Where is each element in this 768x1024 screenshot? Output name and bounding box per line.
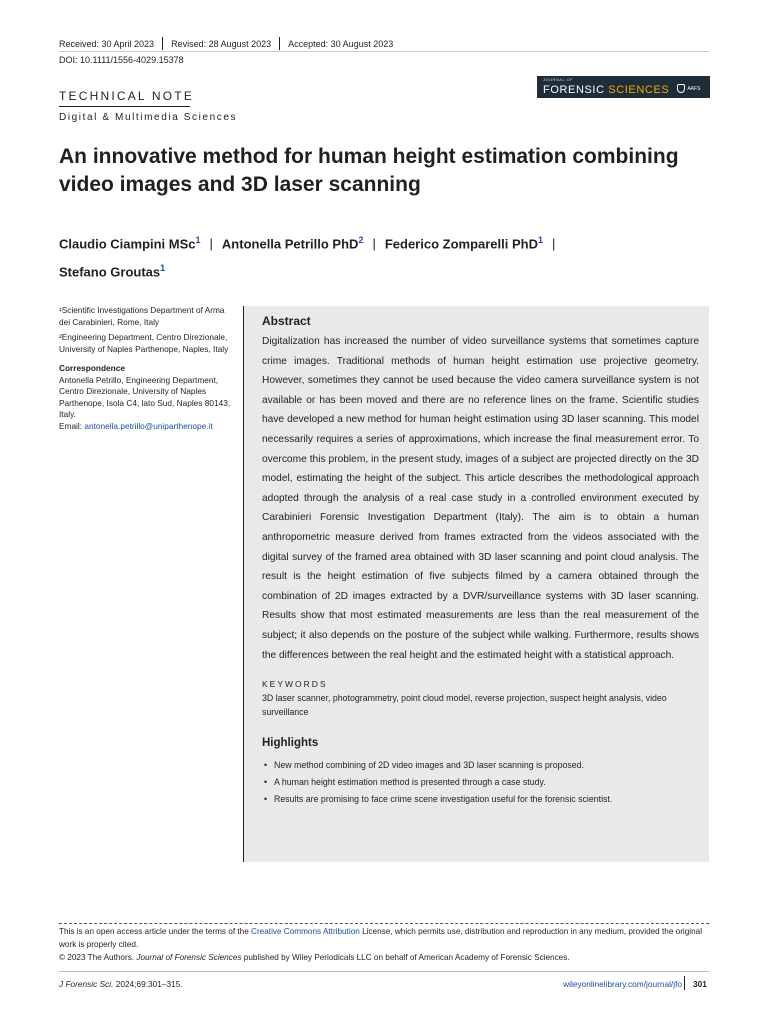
author-name[interactable]: Federico Zomparelli PhD [384,236,538,252]
citation [59,979,183,989]
citation-volume: 2024;69:301–315. [113,979,183,989]
highlight-item: • A human height estimation method is presented through a case study. [262,774,699,791]
author-affiliation-mark[interactable]: 1 [195,235,201,245]
highlight-item: • New method combining of 2D video images and 3D laser scanning is proposed. [262,757,699,774]
article-type-rule [59,106,190,107]
article-title: An innovative method for human height estimation combining video images and 3D laser scanning [59,145,679,196]
abstract-box [243,306,709,862]
affiliations [59,305,234,436]
email-label: Email: [59,420,85,431]
doi[interactable]: DOI: 10.1111/1556-4029.15378 [59,55,184,65]
email-link[interactable]: antonella.petrillo@uniparthenope.it [84,420,213,431]
abstract-text: Digitalization has increased the number of video surveillance systems that sometimes capture crime images. Traditional methods of human height estimation use projective geometry. However, sometimes they cannot be used because the video camera surveillance system is not available or has been moved and there are no reference lines on the frame. Scientific studies have developed a new method for human height estimation using 3D laser scanning. This model necessarily requires a series of approximations, which increase the final measurement error. To overcome this problem, in the present study, images of a subject are projected directly on the 3D model, estimating the height of the subject. This article describes the methodological approach adopted through the analysis of a real case study in a controlled environment executed by Carabinieri Forensic Investigation Department (Italy). The aim is to obtain a human anthropometric measure derived from frames extracted from the videos associated with the digital survey of the framed area obtained with 3D laser scanning and point cloud analysis. The result is the height estimation of five subjects filmed by a camera obtained through the combination of 2D images extracted by a DVR/surveillance systems with 3D laser scanning. Results show that most estimated measurements are less than the real measurement of the subject; it also depends on the posture of the subject while walking. Furthermore, results shows the differences between the real height and the estimated height with a statistical approach. [262,336,699,661]
journal-website-link[interactable]: wileyonlinelibrary.com/journal/jfo [563,979,682,989]
keywords-heading: KEYWORDS [262,679,328,690]
date-separator [279,37,280,50]
keywords-text: 3D laser scanner, photogrammetry, point cloud model, reverse projection, suspect height analysis, video surveillance [262,693,667,718]
journal-of-label: JOURNAL OF [543,77,574,82]
highlights-heading: Highlights [262,737,319,750]
author-affiliation-mark[interactable]: 2 [358,235,364,245]
author-separator: | [552,236,556,252]
author-list [59,228,699,285]
received-date: Received: 30 April 2023 [59,38,155,49]
highlight-item: • Results are promising to face crime scene investigation useful for the forensic scientist. [262,791,699,808]
license-pre: This is an open access article under the terms of the [59,927,252,936]
page-number: 301 [693,979,707,989]
shield-icon [677,84,685,93]
publication-dates [59,37,393,50]
author-separator: | [372,236,376,252]
journal-logo [537,76,710,98]
journal-name-b: SCIENCES [608,83,670,96]
date-separator [162,37,163,50]
creative-commons-link[interactable]: Creative Commons Attribution [251,927,360,936]
page-number-separator [684,976,685,990]
license-post: License, which permits use, distribution and reproduction in any medium, provided the original work is properly cited. [59,927,703,949]
citation-journal: J Forensic Sci. [59,979,114,989]
journal-name [543,84,669,96]
highlights-list [262,757,699,808]
aafs-logo [677,84,700,93]
author-name[interactable]: Stefano Groutas [59,264,161,280]
copyright-pre: © 2023 The Authors. [59,953,137,962]
journal-section: Digital & Multimedia Sciences [59,112,238,123]
copyright-note [59,952,711,964]
bottom-rule [59,971,709,972]
footer-separator [59,923,709,924]
article-type: TECHNICAL NOTE [59,89,195,103]
correspondence-address: Antonella Petrillo, Engineering Department, Centro Direzionale, University of Naples Parthenope, Isola C4, lato Sud, Naples 80143, Italy. [59,374,231,419]
revised-date: Revised: 28 August 2023 [171,38,272,49]
journal-name-a: FORENSIC [543,83,609,96]
correspondence-heading: Correspondence [59,363,125,373]
author-separator: | [209,236,213,252]
abstract-heading: Abstract [262,314,311,328]
author-name[interactable]: Antonella Petrillo PhD [221,236,359,252]
affiliation-1: ¹Scientific Investigations Department of Arma dei Carabinieri, Rome, Italy [59,305,225,327]
author-name[interactable]: Claudio Ciampini MSc [59,236,196,252]
accepted-date: Accepted: 30 August 2023 [288,38,394,49]
society-label: AAFS [687,85,701,92]
header-rule [59,51,709,52]
license-note [59,926,711,951]
copyright-journal: Journal of Forensic Sciences [136,953,242,962]
affiliation-2: ²Engineering Department, Centro Direzionale, University of Naples Parthenope, Naples, Italy [59,332,229,354]
author-affiliation-mark[interactable]: 1 [160,263,166,274]
author-affiliation-mark[interactable]: 1 [538,235,544,245]
copyright-post: published by Wiley Periodicals LLC on behalf of American Academy of Forensic Sciences. [241,953,570,962]
